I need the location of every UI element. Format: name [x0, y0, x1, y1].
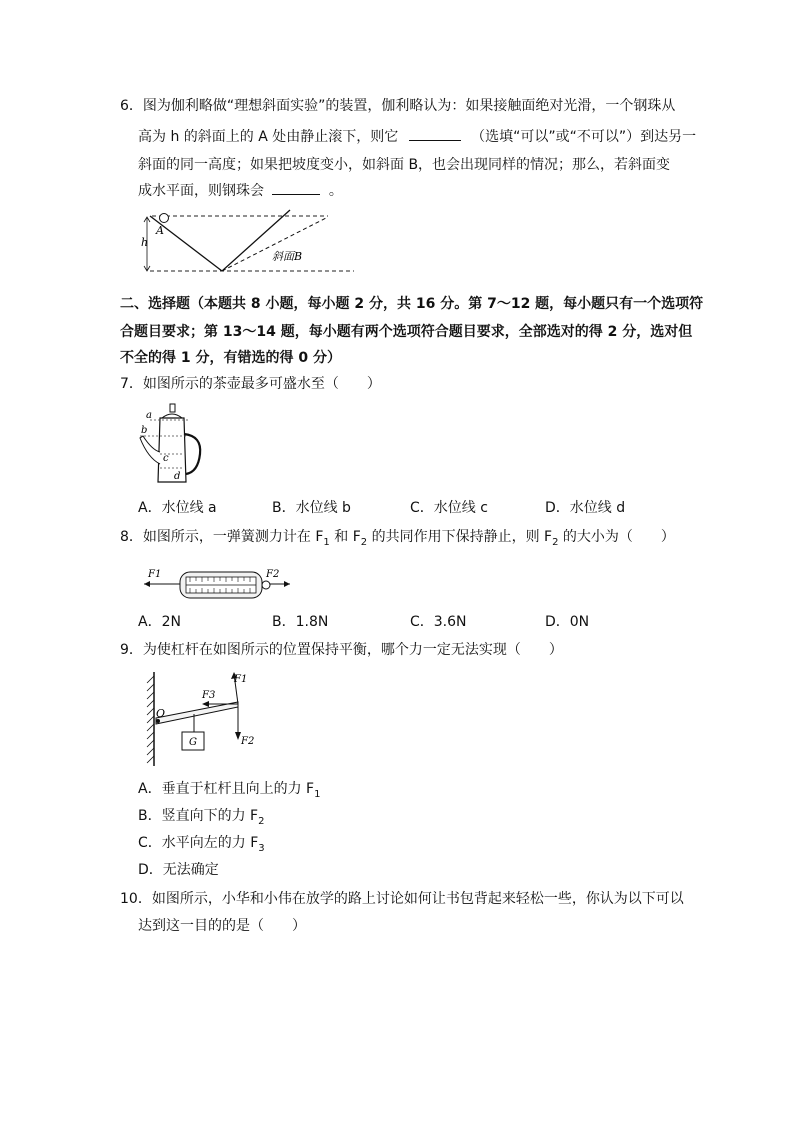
label-f2: F2	[241, 736, 255, 747]
q6-text: 高为 h 的斜面上的 A 处由静止滚下，则它	[138, 129, 399, 145]
label-g: G	[189, 737, 197, 748]
q8-stem-text: 和 F	[329, 529, 361, 545]
q8-option-a[interactable]: A．2N	[138, 614, 181, 630]
q9-option-a[interactable]	[138, 779, 320, 805]
q7-teapot-figure	[138, 402, 210, 490]
q9-option-d[interactable]: D．无法确定	[138, 862, 219, 878]
q6-line-2	[138, 126, 696, 147]
q6-line-3: 斜面的同一高度；如果把坡度变小，如斜面 B，也会出现同样的情况；那么，若斜面变	[138, 157, 671, 173]
label-f3: F3	[202, 690, 216, 701]
label-a: a	[146, 410, 152, 421]
q7-option-b[interactable]: B．水位线 b	[272, 500, 351, 516]
q9-subscript: 3	[258, 842, 265, 854]
q7-option-d[interactable]: D．水位线 d	[545, 500, 626, 516]
label-c: c	[163, 453, 169, 464]
q7-option-a[interactable]: A．水位线 a	[138, 500, 217, 516]
lever-bar	[156, 702, 238, 724]
q9-option-b[interactable]	[138, 806, 264, 832]
q6-blank-1[interactable]	[409, 126, 461, 141]
q9-option-text: C．水平向左的力 F	[138, 835, 259, 851]
q9-subscript: 2	[258, 815, 265, 827]
section-2-heading-line-2: 合题目要求；第 13～14 题，每小题有两个选项符合题目要求，全部选对的得 2 分，选对但	[120, 324, 693, 340]
q9-option-c[interactable]	[138, 833, 265, 859]
q7-option-c[interactable]: C．水位线 c	[410, 500, 488, 516]
q8-subscript: 1	[323, 536, 330, 548]
label-o: O	[156, 707, 166, 720]
label-d: d	[174, 471, 181, 482]
section-2-heading-line-3: 不全的得 1 分，有错选的得 0 分）	[120, 350, 341, 366]
q8-option-c[interactable]: C．3.6N	[410, 614, 467, 630]
q9-lever-figure	[142, 668, 272, 768]
q8-subscript: 2	[552, 536, 559, 548]
q8-stem	[120, 527, 675, 553]
teapot-body	[158, 418, 186, 482]
q9-stem: 9．为使杠杆在如图所示的位置保持平衡，哪个力一定无法实现（ ）	[120, 642, 563, 658]
q6-text: （选填“可以”或“不可以”）到达另一	[471, 129, 697, 145]
q9-option-text: A．垂直于杠杆且向上的力 F	[138, 781, 315, 797]
q10-line-1: 10．如图所示，小华和小伟在放学的路上讨论如何让书包背起来轻松一些，你认为以下可以	[120, 891, 684, 907]
label-slope-b: 斜面B	[272, 250, 303, 263]
q6-text: 。	[328, 183, 343, 199]
slope-b	[222, 218, 326, 271]
label-f1: F1	[234, 674, 248, 685]
q6-line-1: 6．图为伽利略做“理想斜面实验”的装置，伽利略认为：如果接触面绝对光滑，一个钢珠从	[120, 98, 676, 114]
q7-stem: 7．如图所示的茶壶最多可盛水至（ ）	[120, 376, 381, 392]
section-2-heading-line-1: 二、选择题（本题共 8 小题，每小题 2 分，共 16 分。第 7～12 题，每小题只有一个选项符	[120, 296, 704, 312]
q10-line-2: 达到这一目的的是（ ）	[138, 918, 306, 934]
q8-subscript: 2	[360, 536, 368, 548]
q8-stem-text: 8．如图所示，一弹簧测力计在 F	[120, 529, 324, 545]
q9-subscript: 1	[314, 788, 321, 800]
q8-stem-text: 的大小为（ ）	[558, 529, 675, 545]
q6-line-4	[138, 180, 343, 201]
q8-spring-scale-figure	[140, 562, 295, 606]
q9-option-text: B．竖直向下的力 F	[138, 808, 259, 824]
label-b: b	[141, 425, 148, 436]
label-a: A	[156, 224, 164, 237]
label-f2: F2	[266, 569, 280, 580]
q8-option-d[interactable]: D．0N	[545, 614, 590, 630]
q6-text: 成水平面，则钢珠会	[138, 183, 264, 199]
q6-blank-2[interactable]	[272, 180, 320, 195]
label-h: h	[141, 236, 149, 249]
q6-incline-figure	[138, 208, 360, 278]
q8-option-b[interactable]: B．1.8N	[272, 614, 329, 630]
label-f1: F1	[148, 569, 162, 580]
q8-stem-text: 的共同作用下保持静止，则 F	[367, 529, 553, 545]
steel-ball	[160, 214, 169, 223]
